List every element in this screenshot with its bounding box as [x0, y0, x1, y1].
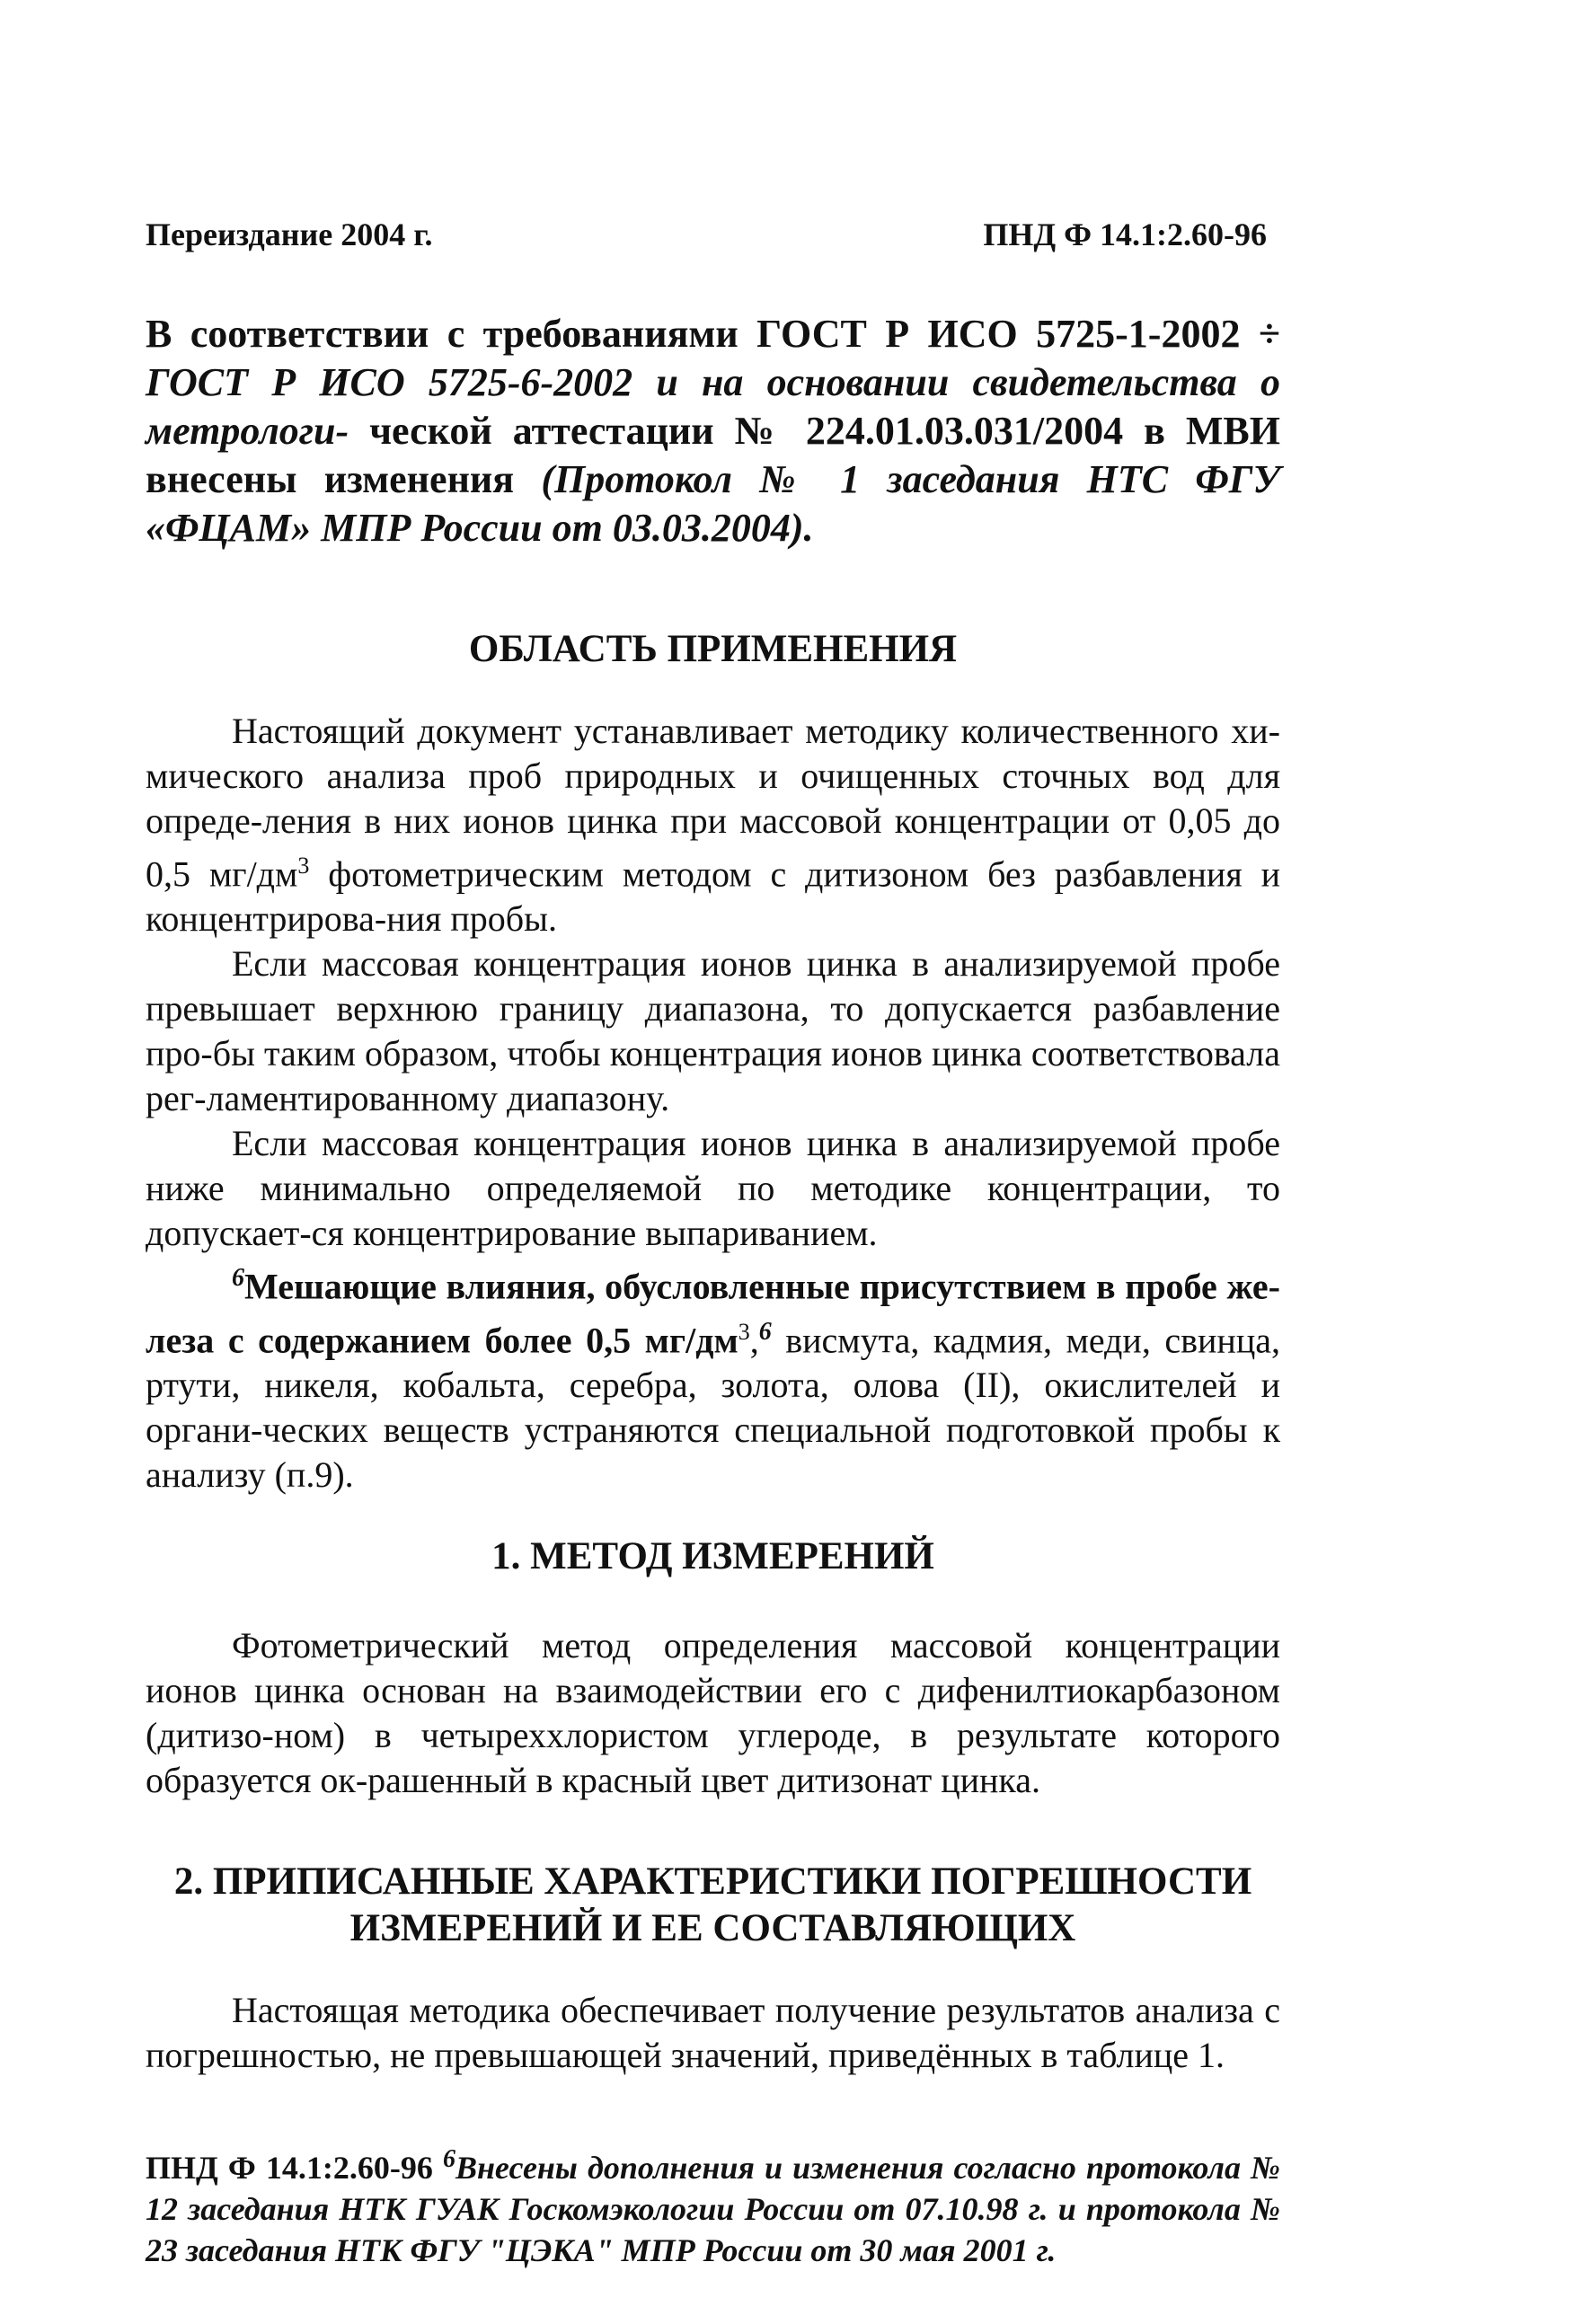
scope-p1-text-end: фотометрическим методом с дитизоном без разбавления и концентрирова-ния пробы. [146, 853, 1280, 940]
document-code: ПНД Ф 14.1:2.60-96 [983, 216, 1267, 252]
method-heading: 1. МЕТОД ИЗМЕРЕНИЙ [491, 1534, 934, 1577]
errors-heading-line2: ИЗМЕРЕНИЙ И ЕЕ СОСТАВЛЯЮЩИХ [349, 1906, 1076, 1949]
errors-heading-line1: 2. ПРИПИСАННЫЕ ХАРАКТЕРИСТИКИ ПОГРЕШНОСТИ [173, 1860, 1252, 1903]
footnote-code: ПНД Ф 14.1:2.60-96 [146, 2149, 443, 2186]
interference-bold-text: Мешающие влияния, обусловленные присутствием в пробе же-леза с содержанием более 0,5 мг/дм [146, 1266, 1280, 1360]
unit-superscript-2: 3 [738, 1318, 750, 1345]
scope-paragraph-1 [146, 709, 1280, 941]
errors-paragraph: Настоящая методика обеспечивает получение результатов анализа с погрешностью, не превышающей значений, приведённых в таблице 1. [146, 1989, 1280, 2075]
amendment-mark: 6 [232, 1264, 244, 1293]
amendment-text-1: В соответствии с требованиями ГОСТ Р ИСО 5725-1-2002 ÷ [146, 312, 1280, 356]
method-paragraph: Фотометрический метод определения массовой концентрации ионов цинка основан на взаимодействии его с дифенилтиокарбазоном (дитизо-ном) в четыреххлористом углероде, в результате которого образуется ок-рашенный в красный цвет дитизонат цинка. [146, 1624, 1280, 1800]
amendment-text-2: ческой аттестации № 224.01.03.031/2004 в МВИ внесены изменения [146, 409, 1280, 501]
footnote-mark: 6 [442, 2144, 455, 2173]
scope-paragraph-4 [146, 1256, 1280, 1498]
scope-paragraph-2: Если массовая концентрация ионов цинка в анализируемой пробе превышает верхнюю границу диапазона, то допускается разбавление про-бы таким образом, чтобы концентрация ионов цинка соответствовала рег-ламентированному диапазону. [146, 943, 1280, 1119]
amendment-protocol: (Протокол № 1 заседания НТС ФГУ «ФЦАМ» МПР России от 03.03.2004). [146, 457, 1280, 550]
amendment-note [146, 310, 1280, 552]
comma: , [749, 1319, 759, 1360]
interference-text: висмута, кадмия, меди, свинца, ртути, никеля, кобальта, серебра, золота, олова (II), окислителей и органи-ческих веществ устраняются специальной подготовкой пробы к анализу (п.9). [146, 1319, 1280, 1495]
amendment-gost: ГОСТ Р ИСО 5725-6-2002 и на основании свидетельства о метрологи- [146, 360, 1280, 453]
page-content [146, 310, 1280, 2271]
unit-superscript: 3 [297, 853, 310, 879]
amendment-mark-2: 6 [758, 1317, 772, 1346]
scope-heading: ОБЛАСТЬ ПРИМЕНЕНИЯ [468, 628, 958, 670]
footnote-text: Внесены дополнения и изменения согласно протокола № 12 заседания НТК ГУАК Госкомэкологии России от 07.10.98 г. и протокола № 23 заседания НТК ФГУ "ЦЭКА" МПР России от 30 мая 2001 г. [146, 2149, 1281, 2268]
reprint-year: Переиздание 2004 г. [146, 216, 433, 252]
scope-p1-text: Настоящий документ устанавливает методику количественного хи-мического анализа проб природных и очищенных сточных вод для опреде-ления в них ионов цинка при массовой концентрации от 0,05 до 0,5 мг/дм [146, 711, 1280, 895]
scope-paragraph-3: Если массовая концентрация ионов цинка в анализируемой пробе ниже минимально определяемой по методике концентрации, то допускает-ся концентрирование выпариванием. [146, 1123, 1280, 1254]
footnote [146, 2139, 1280, 2271]
